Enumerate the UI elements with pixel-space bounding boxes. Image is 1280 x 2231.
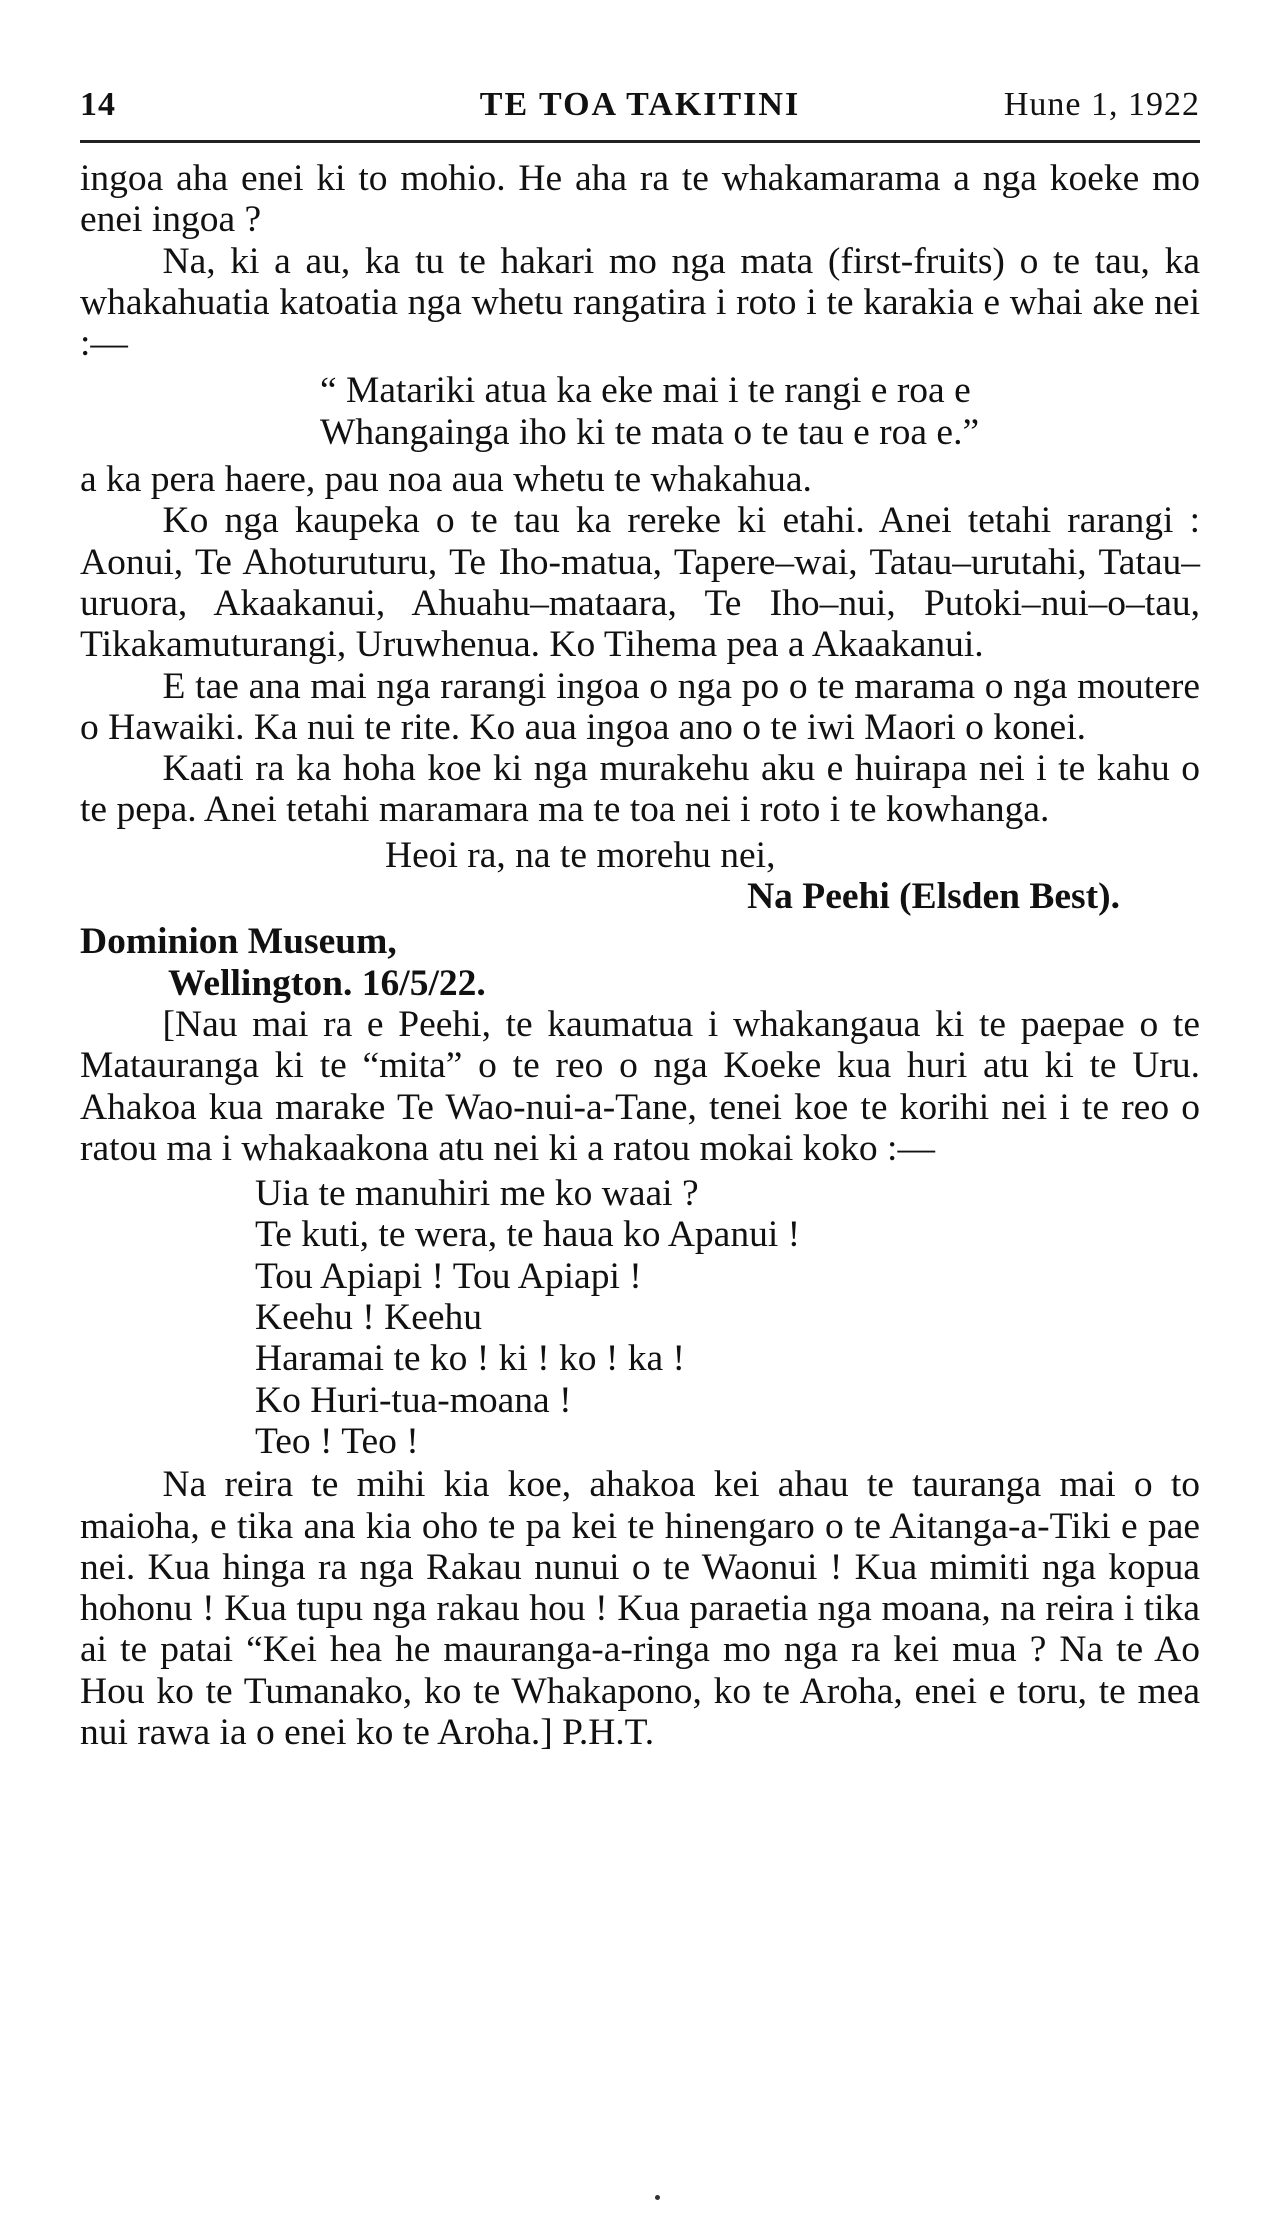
- karakia-quote: [320, 370, 1200, 453]
- poem-line: Teo ! Teo !: [255, 1420, 419, 1462]
- poem-line: Ko Huri-tua-moana !: [255, 1379, 572, 1421]
- running-header: [80, 86, 1200, 136]
- poem-line: Tou Apiapi ! Tou Apiapi !: [255, 1255, 642, 1297]
- print-mark: [655, 2195, 660, 2200]
- paragraph-2: Na, ki a au, ka tu te hakari mo nga mata (first-fruits) o te tau, ka whakahuatia katoatia nga whetu rangatira i roto i te karakia e whai ake nei :—: [80, 240, 1200, 365]
- paragraph-5: E tae ana mai nga rarangi ingoa o nga po o te marama o nga moutere o Hawaiki. Ka nui te rite. Ko aua ingoa ano o te iwi Maori o konei.: [80, 665, 1200, 748]
- paragraph-6: Kaati ra ka hoha koe ki nga murakehu aku e huirapa nei i te kahu o te pepa. Anei tetahi maramara ma te toa nei i roto i te kowhanga.: [80, 748, 1200, 831]
- paragraph-8: Na reira te mihi kia koe, ahakoa kei ahau te tauranga mai o to maioha, e tika ana kia oho te pa kei te hinengaro o te Aitanga-a-Tiki e pae nei. Kua hinga ra nga Rakau nunui o te Waonui ! Kua mimiti nga kopua hohonu ! Kua tupu nga rakau hou ! Kua paraetia nga moana, na reira i tika ai te patai “Kei hea he mauranga-a-ringa mo nga ra kei mua ? Na te Ao Hou ko te Tumanako, ko te Whakapono, ko te Aroha, enei e toru, te mea nui rawa ia o enei ko te Aroha.] P.H.T.: [80, 1464, 1200, 1753]
- poem-line: Te kuti, te wera, te haua ko Apanui !: [255, 1214, 801, 1256]
- header-rule: [80, 140, 1200, 143]
- page-number: 14: [80, 86, 116, 123]
- issue-date: Hune 1, 1922: [1003, 86, 1200, 123]
- quote-line-2: Whangainga iho ki te mata o te tau e roa e.”: [320, 411, 980, 453]
- paragraph-7: [Nau mai ra e Peehi, te kaumatua i whakangaua ki te paepae o te Matauranga ki te “mita” o te reo o nga Koeke kua huri atu ki te Uru. Ahakoa kua marake Te Wao-nui-a-Tane, tenei koe te korihi nei i te reo o ratou ma i whakaakona atu nei ki a ratou mokai koko :—: [80, 1003, 1200, 1169]
- paragraph-3: a ka pera haere, pau noa aua whetu te whakahua.: [80, 459, 812, 501]
- paragraph-4: Ko nga kaupeka o te tau ka rereke ki etahi. Anei tetahi rarangi : Aonui, Te Ahoturuturu, Te Iho-matua, Tapere–wai, Tatau–urutahi, Tatau–uruora, Akaakanui, Ahuahu–mataara, Te Iho–nui, Putoki–nui–o–tau, Tikakamuturangi, Uruwhenua. Ko Tihema pea a Akaakanui.: [80, 500, 1200, 666]
- poem-line: Keehu ! Keehu: [255, 1297, 482, 1339]
- poem-line: Uia te manuhiri me ko waai ?: [255, 1173, 699, 1215]
- paragraph-1: ingoa aha enei ki to mohio. He aha ra te whakamarama a nga koeke mo enei ingoa ?: [80, 158, 1200, 241]
- signoff-line: Heoi ra, na te morehu nei,: [385, 834, 776, 876]
- place-date-line: Wellington. 16/5/22.: [168, 962, 486, 1004]
- author-signature: Na Peehi (Elsden Best).: [747, 876, 1120, 918]
- journal-title: TE TOA TAKITINI: [479, 86, 801, 123]
- place-line: Dominion Museum,: [80, 921, 397, 963]
- quote-line-1: “ Matariki atua ka eke mai i te rangi e roa e: [320, 370, 971, 412]
- poem-line: Haramai te ko ! ki ! ko ! ka !: [255, 1338, 686, 1380]
- chant-poem: [255, 1173, 1200, 1462]
- article-body: [80, 158, 1200, 1753]
